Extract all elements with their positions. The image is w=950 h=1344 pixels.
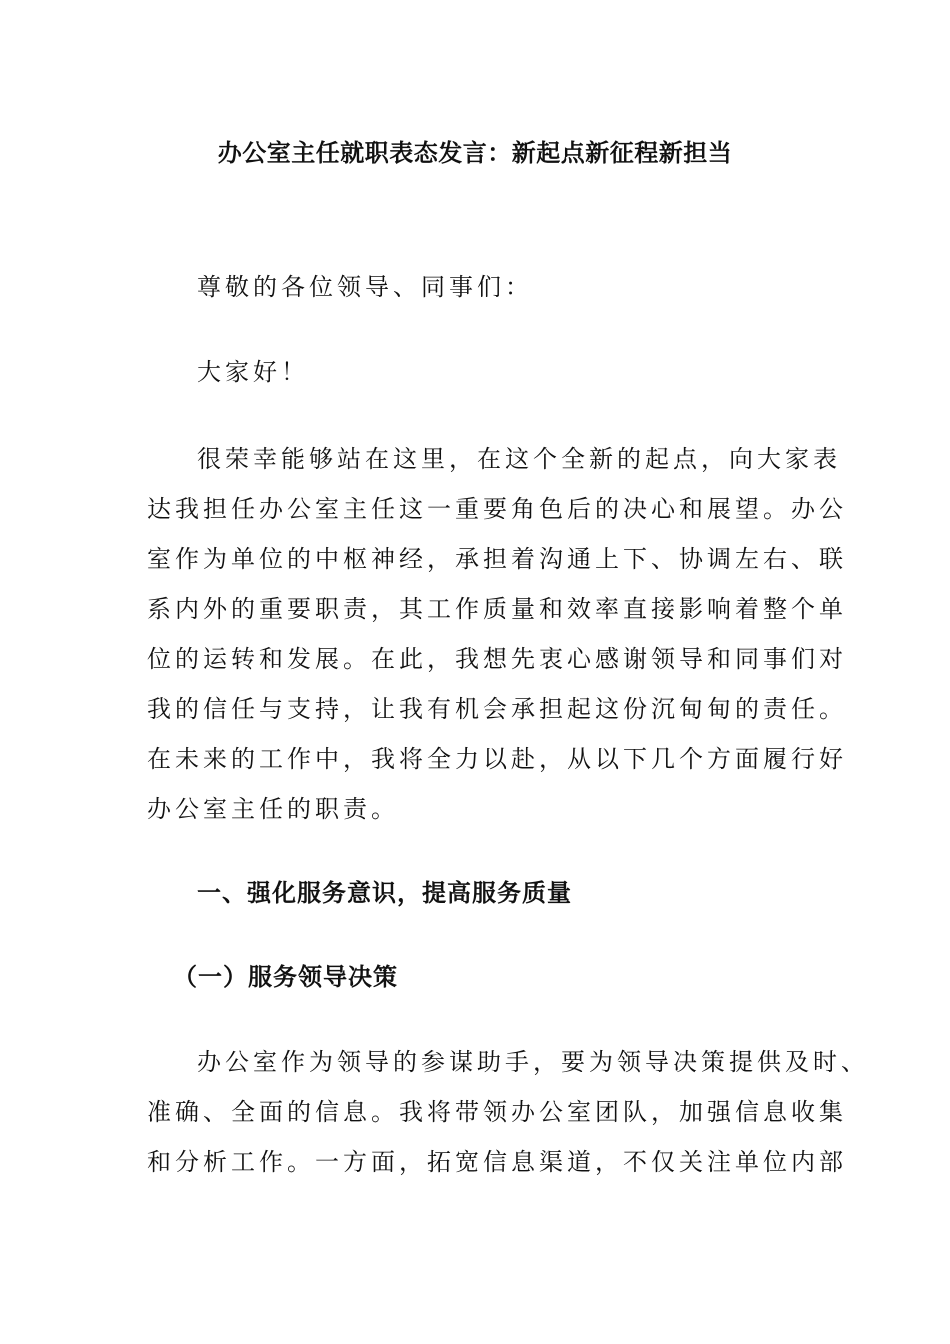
paragraph-intro [147,434,847,834]
paragraph-line: 很荣幸能够站在这里，在这个全新的起点，向大家表 [197,445,841,473]
paragraph-line: 我的信任与支持，让我有机会承担起这份沉甸甸的责任。 [147,695,847,723]
paragraph-line: 和分析工作。一方面，拓宽信息渠道，不仅关注单位内部 [147,1148,847,1176]
paragraph-line: 办公室作为领导的参谋助手，要为领导决策提供及时、 [197,1048,869,1076]
section-heading: 一、强化服务意识，提高服务质量 [197,879,572,907]
paragraph-service [147,1037,869,1187]
document-title: 办公室主任就职表态发言：新起点新征程新担当 [217,139,733,167]
salutation: 尊敬的各位领导、同事们： [197,273,533,301]
paragraph-line: 在未来的工作中，我将全力以赴，从以下几个方面履行好 [147,745,847,773]
paragraph-line: 位的运转和发展。在此，我想先衷心感谢领导和同事们对 [147,645,847,673]
paragraph-line: 办公室主任的职责。 [147,795,399,823]
greeting: 大家好！ [197,358,309,386]
paragraph-line: 达我担任办公室主任这一重要角色后的决心和展望。办公 [147,495,847,523]
paragraph-line: 系内外的重要职责，其工作质量和效率直接影响着整个单 [147,595,847,623]
paragraph-line: 准确、全面的信息。我将带领办公室团队，加强信息收集 [147,1098,847,1126]
subsection-heading: （一）服务领导决策 [173,963,398,991]
paragraph-line: 室作为单位的中枢神经，承担着沟通上下、协调左右、联 [147,545,847,573]
